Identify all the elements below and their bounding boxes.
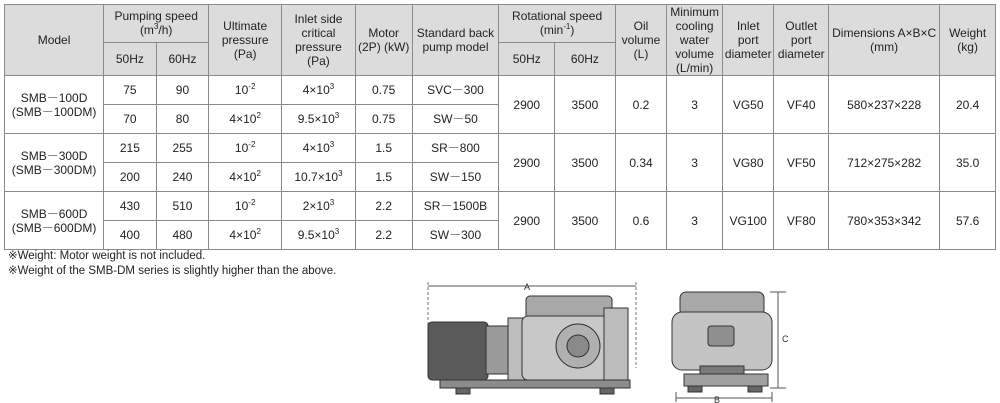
pump-front-view	[672, 292, 786, 402]
critical-pressure-cell: $10.7\times 10^3$	[282, 163, 356, 192]
outlet-port-cell: VF40	[774, 76, 829, 134]
speed-50hz-cell: 400	[104, 221, 157, 250]
motor-cell: 1.5	[355, 163, 412, 192]
header-weight: Weight (kg)	[940, 5, 996, 76]
ultimate-pressure-cell: $4\times 10^2$	[209, 163, 282, 192]
header-rotational-speed: Rotational speed $(\min^{-1})$	[499, 5, 615, 43]
motor-cell: 2.2	[355, 221, 412, 250]
cooling-water-cell: 3	[667, 192, 723, 250]
footnote-dm-weight: ※Weight of the SMB-DM series is slightly higher than the above.	[8, 265, 337, 277]
weight-cell: 35.0	[940, 134, 996, 192]
speed-60hz-cell: 510	[156, 192, 209, 221]
table-row	[5, 134, 996, 163]
pump-drawing	[0, 278, 1000, 403]
motor-cell: 2.2	[355, 192, 412, 221]
dimensions-cell: 580×237×228	[829, 76, 940, 134]
header-ultimate-pressure: Ultimate pressure (Pa)	[209, 5, 282, 76]
header-rotation-60hz: 60Hz	[555, 42, 616, 75]
speed-50hz-cell: 200	[104, 163, 157, 192]
inlet-port-cell: VG50	[722, 76, 774, 134]
footnote-motor-weight: ※Weight: Motor weight is not included.	[8, 250, 206, 262]
critical-pressure-cell: $4\times 10^3$	[282, 134, 356, 163]
header-model: Model	[5, 5, 104, 76]
speed-60hz-cell: 240	[156, 163, 209, 192]
table-row	[5, 76, 996, 105]
back-pump-cell: SW－300	[412, 221, 499, 250]
header-motor: Motor (2P) (kW)	[355, 5, 412, 76]
header-inlet-port: Inlet port diameter	[722, 5, 774, 76]
oil-volume-cell: 0.6	[615, 192, 667, 250]
motor-cell: 1.5	[355, 134, 412, 163]
header-pumping-50hz: 50Hz	[104, 42, 157, 75]
motor-cell: 0.75	[355, 76, 412, 105]
speed-50hz-cell: 70	[104, 105, 157, 134]
header-pumping-speed: Pumping speed $(m^3/h)$	[104, 5, 209, 43]
header-dimensions: Dimensions A×B×C (mm)	[829, 5, 940, 76]
speed-60hz-cell: 90	[156, 76, 209, 105]
rotation-60hz-cell: 3500	[555, 192, 616, 250]
critical-pressure-cell: $9.5\times 10^3$	[282, 221, 356, 250]
dimensions-cell: 712×275×282	[829, 134, 940, 192]
speed-50hz-cell: 75	[104, 76, 157, 105]
spec-table-body	[5, 76, 996, 250]
header-rotation-50hz: 50Hz	[499, 42, 555, 75]
footnotes	[8, 249, 336, 279]
spec-table	[4, 4, 996, 250]
cooling-water-cell: 3	[667, 76, 723, 134]
header-outlet-port: Outlet port diameter	[774, 5, 829, 76]
header-cooling-water: Minimum cooling water volume (L/min)	[667, 5, 723, 76]
outlet-port-cell: VF80	[774, 192, 829, 250]
dimension-label-b: B	[714, 395, 721, 403]
oil-volume-cell: 0.2	[615, 76, 667, 134]
back-pump-cell: SVC－300	[412, 76, 499, 105]
table-row	[5, 192, 996, 221]
ultimate-pressure-cell: $4\times 10^2$	[209, 221, 282, 250]
critical-pressure-cell: $4\times 10^3$	[282, 76, 356, 105]
rotation-60hz-cell: 3500	[555, 76, 616, 134]
header-back-pump: Standard back pump model	[412, 5, 499, 76]
speed-60hz-cell: 255	[156, 134, 209, 163]
cooling-water-cell: 3	[667, 134, 723, 192]
rotation-50hz-cell: 2900	[499, 134, 555, 192]
ultimate-pressure-cell: $10^{-2}$	[209, 76, 282, 105]
pump-side-view	[428, 282, 636, 394]
back-pump-cell: SR－800	[412, 134, 499, 163]
weight-cell: 57.6	[940, 192, 996, 250]
back-pump-cell: SW－150	[412, 163, 499, 192]
rotation-50hz-cell: 2900	[499, 192, 555, 250]
model-name-cell: SMB－100D (SMB－100DM)	[5, 76, 104, 134]
speed-60hz-cell: 480	[156, 221, 209, 250]
header-pumping-60hz: 60Hz	[156, 42, 209, 75]
speed-50hz-cell: 430	[104, 192, 157, 221]
critical-pressure-cell: $9.5\times 10^3$	[282, 105, 356, 134]
dimension-label-a: A	[524, 282, 531, 292]
rotation-50hz-cell: 2900	[499, 76, 555, 134]
back-pump-cell: SW－50	[412, 105, 499, 134]
dimensions-cell: 780×353×342	[829, 192, 940, 250]
ultimate-pressure-cell: $10^{-2}$	[209, 134, 282, 163]
critical-pressure-cell: $2\times 10^3$	[282, 192, 356, 221]
oil-volume-cell: 0.34	[615, 134, 667, 192]
rotation-60hz-cell: 3500	[555, 134, 616, 192]
ultimate-pressure-cell: $10^{-2}$	[209, 192, 282, 221]
outlet-port-cell: VF50	[774, 134, 829, 192]
inlet-port-cell: VG100	[722, 192, 774, 250]
ultimate-pressure-cell: $4\times 10^2$	[209, 105, 282, 134]
speed-50hz-cell: 215	[104, 134, 157, 163]
motor-cell: 0.75	[355, 105, 412, 134]
weight-cell: 20.4	[940, 76, 996, 134]
header-oil-volume: Oil volume (L)	[615, 5, 667, 76]
inlet-port-cell: VG80	[722, 134, 774, 192]
dimension-label-c: C	[782, 334, 789, 344]
model-name-cell: SMB－300D (SMB－300DM)	[5, 134, 104, 192]
model-name-cell: SMB－600D (SMB－600DM)	[5, 192, 104, 250]
back-pump-cell: SR－1500B	[412, 192, 499, 221]
speed-60hz-cell: 80	[156, 105, 209, 134]
header-inlet-critical-pressure: Inlet side critical pressure (Pa)	[282, 5, 356, 76]
